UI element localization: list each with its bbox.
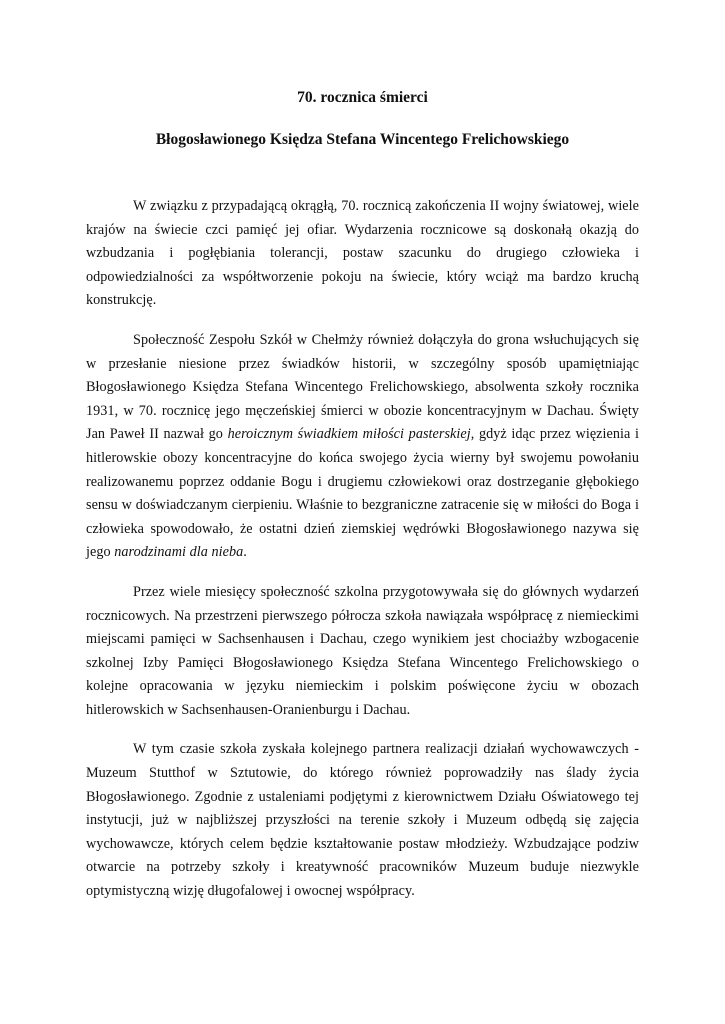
paragraph-3: Przez wiele miesięcy społeczność szkolna przygotowywała się do głównych wydarzeń rocznicowych. Na przestrzeni pierwszego półrocza szkoła nawiązała współpracę z niemieckimi miejscami pamięci w Sachsenhausen i Dachau, czego wynikiem jest chociażby wzbogacenie szkolnej Izby Pamięci Błogosławionego Księdza Stefana Wincentego Frelichowskiego o kolejne opracowania w języku niemieckim i polskim poświęcone życiu w obozach hitlerowskich w Sachsenhausen-Oranienburgu i Dachau.	[86, 583, 639, 718]
paragraph-4: W tym czasie szkoła zyskała kolejnego partnera realizacji działań wychowawczych - Muzeum Stutthof w Sztutowie, do którego również poprowadziły nas ślady życia Błogosławionego. Zgodnie z ustaleniami podjętymi z kierownictwem Działu Oświatowego tej instytucji, już w najbliższej przyszłości na terenie szkoły i Muzeum odbędą się zajęcia wychowawcze, których celem będzie kształtowanie postaw młodzieży. Wzbudzające podziw otwarcie na potrzeby szkoły i kreatywność pracowników Muzeum buduje niezwykle optymistyczną wizję długofalowej i owocnej współpracy.	[86, 741, 639, 900]
paragraph-2-part-1: Społeczność Zespołu Szkół w Chełmży również dołączyła do grona wsłuchujących się w przesłanie niesione przez świadków historii, w szczególny sposób upamiętniając Błogosławionego Księdza Stefana Wincentego Frelichowskiego, absolwenta szkoły rocznika 1931, w 70. rocznicę jego męczeńskiej śmierci w obozie koncentracyjnym w Dachau. Święty Jan Paweł II nazwał go	[86, 331, 639, 443]
document-subtitle: Błogosławionego Księdza Stefana Wincentego Frelichowskiego	[155, 131, 570, 148]
paragraph-2	[86, 329, 639, 565]
paragraph-2-part-3: .	[243, 544, 247, 561]
paragraph-2-emphasis-2: narodzinami dla nieba	[114, 544, 244, 561]
paragraph-1: W związku z przypadającą okrągłą, 70. rocznicą zakończenia II wojny światowej, wiele krajów na świecie czci pamięć jej ofiar. Wydarzenia rocznicowe są doskonałą okazją do wzbudzania i pogłębiania tolerancji, postaw szacunku do drugiego człowieka i odpowiedzialności za współtworzenie pokoju na świecie, który wciąż ma bardzo kruchą konstrukcję.	[86, 198, 639, 309]
document-title: 70. rocznica śmierci	[297, 89, 428, 106]
paragraph-2-emphasis-1: heroicznym świadkiem miłości pasterskiej	[227, 426, 471, 443]
document-body	[86, 195, 639, 904]
paragraph-2-part-2: , gdyż idąc przez więzienia i hitlerowskie obozy koncentracyjne do końca swojego życia wierny był swojemu powołaniu realizowanemu poprzez oddanie Bogu i drugiemu człowiekowi oraz dostrzeganie głębokiego sensu w doświadczanym cierpieniu. Właśnie to bezgraniczne zatracenie się w miłości do Boga i człowieka spowodowało, że ostatni dzień ziemskiej wędrówki Błogosławionego nazywa się jego	[86, 426, 639, 561]
